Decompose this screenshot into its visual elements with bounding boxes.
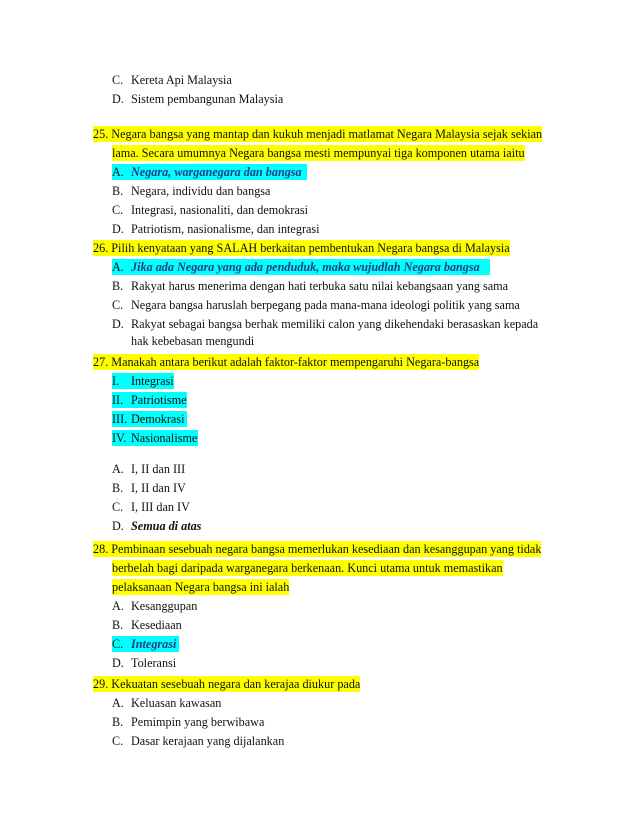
item-numeral: II. [112, 393, 124, 407]
option-letter: B. [112, 184, 124, 198]
question-29-line-1: 29. Kekuatan sesebuah negara dan kerajaa diukur pada [93, 677, 361, 691]
question-28-line-1: 28. Pembinaan sesebuah negara bangsa memerlukan kesediaan dan kesanggupan yang tidak [93, 542, 542, 556]
question-27-item-2 [112, 392, 187, 408]
question-26-option-a [112, 259, 490, 275]
option-letter: D. [112, 656, 124, 670]
option-text-continuation: hak kebebasan mengundi [131, 334, 255, 348]
option-letter: D. [112, 519, 124, 533]
option-text: Integrasi, nasionaliti, dan demokrasi [131, 203, 309, 217]
item-text: Patriotisme [131, 393, 187, 407]
item-numeral: III. [112, 412, 128, 426]
option-text: Pemimpin yang berwibawa [131, 715, 265, 729]
option-text: Negara bangsa haruslah berpegang pada mana-mana ideologi politik yang sama [131, 298, 520, 312]
option-text: I, III dan IV [131, 500, 190, 514]
question-28-line-3: pelaksanaan Negara bangsa ini ialah [112, 580, 290, 594]
question-27-item-3 [112, 411, 187, 427]
option-text: Kesanggupan [131, 599, 198, 613]
option-letter: B. [112, 618, 124, 632]
option-letter: D. [112, 222, 124, 236]
option-letter: D. [112, 317, 124, 331]
option-letter: A. [112, 165, 124, 179]
option-text: Kesediaan [131, 618, 182, 632]
question-25-line-1: 25. Negara bangsa yang mantap dan kukuh menjadi matlamat Negara Malaysia sejak sekian [93, 127, 543, 141]
option-text: Toleransi [131, 656, 177, 670]
item-numeral: IV. [112, 431, 127, 445]
option-letter: C. [112, 203, 124, 217]
option-text-answer: Semua di atas [131, 519, 202, 533]
question-26-line-1: 26. Pilih kenyataan yang SALAH berkaitan pembentukan Negara bangsa di Malaysia [93, 241, 510, 255]
question-27-item-4 [112, 430, 198, 446]
option-text: Keluasan kawasan [131, 696, 222, 710]
option-letter: C. [112, 734, 124, 748]
option-text-answer: Negara, warganegara dan bangsa [131, 165, 302, 179]
option-text: Sistem pembangunan Malaysia [131, 92, 284, 106]
question-28-line-2: berbelah bagi daripada warganegara berkenaan. Kunci utama untuk memastikan [112, 561, 503, 575]
option-letter: C. [112, 298, 124, 312]
option-text-answer: Integrasi [131, 637, 177, 651]
option-letter: C. [112, 637, 124, 651]
option-text: Negara, individu dan bangsa [131, 184, 271, 198]
option-letter: A. [112, 599, 124, 613]
question-25-option-a [112, 164, 307, 180]
option-text: Patriotism, nasionalisme, dan integrasi [131, 222, 320, 236]
question-25-line-2: lama. Secara umumnya Negara bangsa mesti mempunyai tiga komponen utama iaitu [112, 146, 525, 160]
option-text: Rakyat sebagai bangsa berhak memiliki calon yang dikehendaki berasaskan kepada [131, 317, 539, 331]
option-letter: A. [112, 260, 124, 274]
item-text: Nasionalisme [131, 431, 198, 445]
option-letter: C. [112, 500, 124, 514]
option-letter: B. [112, 715, 124, 729]
option-letter: B. [112, 481, 124, 495]
item-numeral: I. [112, 374, 120, 388]
option-text: I, II dan III [131, 462, 186, 476]
option-text: Dasar kerajaan yang dijalankan [131, 734, 285, 748]
question-28-option-c [112, 636, 179, 652]
option-letter: A. [112, 696, 124, 710]
option-letter: A. [112, 462, 124, 476]
item-text: Demokrasi [131, 412, 185, 426]
option-letter: D. [112, 92, 124, 106]
question-27-item-1 [112, 373, 174, 389]
question-27-line-1: 27. Manakah antara berikut adalah faktor-faktor mempengaruhi Negara-bangsa [93, 355, 480, 369]
option-letter: B. [112, 279, 124, 293]
item-text: Integrasi [131, 374, 174, 388]
option-text-answer: Jika ada Negara yang ada penduduk, maka wujudlah Negara bangsa [131, 260, 480, 274]
option-letter: C. [112, 73, 124, 87]
option-text: Kereta Api Malaysia [131, 73, 232, 87]
option-text: I, II dan IV [131, 481, 186, 495]
option-text: Rakyat harus menerima dengan hati terbuka satu nilai kebangsaan yang sama [131, 279, 509, 293]
